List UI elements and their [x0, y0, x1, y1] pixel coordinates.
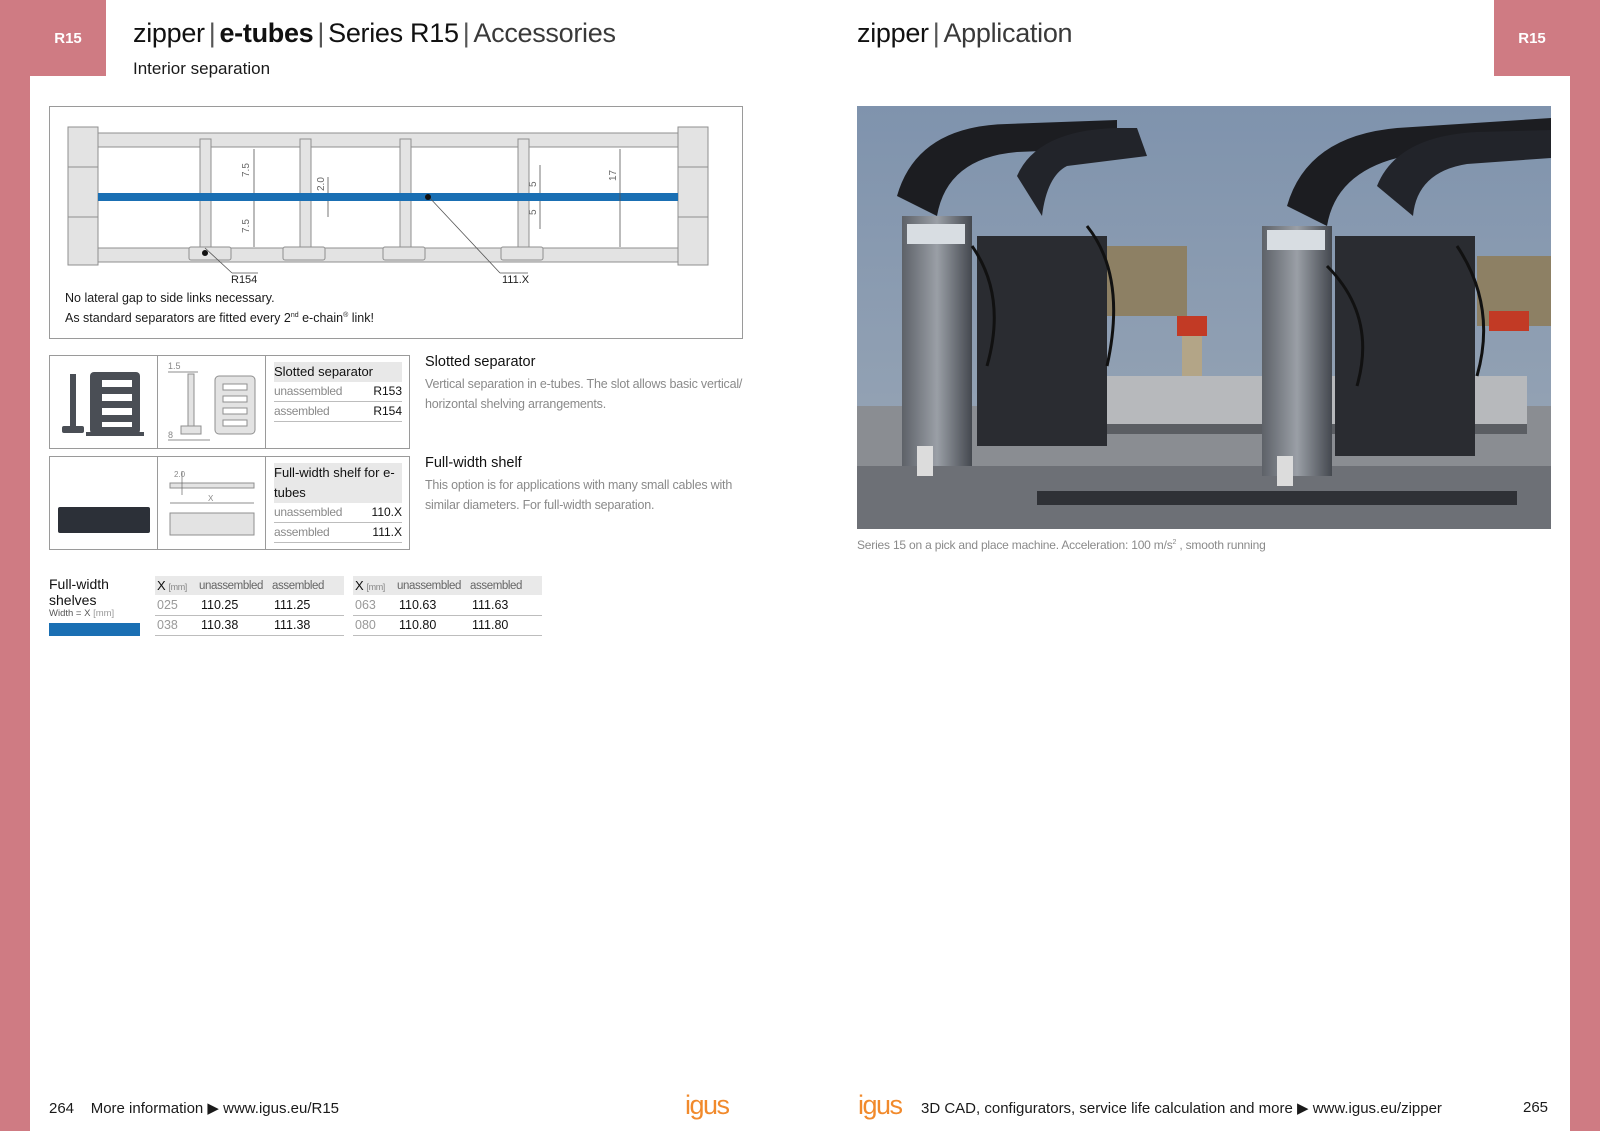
- igus-logo: igus: [685, 1090, 729, 1120]
- dim-label: 5: [528, 209, 539, 215]
- right-page-number: 265: [1523, 1099, 1549, 1116]
- full-width-shelves-label: Full-width shelves Width = X [mm]: [49, 576, 115, 619]
- desc-title-slotted: Slotted separator: [425, 354, 536, 370]
- product-photo: [50, 356, 158, 448]
- table-row: 025 110.25 111.25: [155, 595, 344, 615]
- product-drawing: [158, 457, 266, 549]
- left-footer-link[interactable]: More information ▶ www.igus.eu/R15: [90, 1100, 340, 1117]
- left-page-title: zipper | e-tubes | Series R15 | Accessories: [133, 18, 616, 48]
- left-page-number: 264: [49, 1100, 75, 1117]
- desc-text-shelf: This option is for applications with many small cables with similar diameters. For full-width separation.: [425, 478, 733, 512]
- cross-section-drawing: [50, 107, 744, 340]
- left-section-tab: R15: [30, 0, 106, 76]
- photo-caption: Series 15 on a pick and place machine. Acceleration: 100 $m/s^2$ , smooth running: [857, 538, 1266, 552]
- product-info: [266, 356, 410, 448]
- product-name: Slotted separator: [274, 362, 402, 382]
- dim-label: 17: [608, 169, 619, 181]
- left-footer: [49, 1099, 339, 1117]
- shelf-table-2: X [mm] unassembled assembled 063 110.63 111.63 080 110.80 111.80: [353, 576, 542, 636]
- svg-text:1.5: 1.5: [168, 361, 181, 371]
- svg-text:X: X: [208, 494, 214, 503]
- dim-label: 5: [528, 181, 539, 187]
- table-row: 080 110.80 111.80: [353, 615, 542, 635]
- product-photo: [50, 457, 158, 549]
- table-row: 038 110.38 111.38: [155, 615, 344, 635]
- svg-text:2.0: 2.0: [174, 470, 186, 479]
- diagram-note-2: As standard separators are fitted every 2nd e-chain® link!: [65, 311, 374, 325]
- pick-and-place-machine-image: [857, 106, 1551, 529]
- desc-title-shelf: Full-width shelf: [425, 455, 522, 471]
- full-width-shelf-drawing: [158, 457, 266, 549]
- slotted-separator-icon: [50, 356, 158, 448]
- part-row: assembled R154: [274, 402, 402, 422]
- page-subtitle: Interior separation: [133, 59, 271, 78]
- title-brand: zipper: [133, 18, 205, 48]
- full-width-shelf-icon: [50, 457, 158, 549]
- product-drawing: [158, 356, 266, 448]
- dim-label: 2.0: [316, 177, 327, 191]
- right-page-title: zipper | Application: [857, 18, 1073, 48]
- product-name: Full-width shelf for e-tubes: [274, 463, 402, 503]
- left-edge-bar: [0, 0, 30, 1131]
- part-label-r154: R154: [231, 274, 258, 286]
- shelf-color-swatch: [49, 623, 140, 636]
- table-row: 063 110.63 111.63: [353, 595, 542, 615]
- title-product: e-tubes: [219, 18, 314, 48]
- title-brand: zipper: [857, 18, 929, 48]
- dim-label: 7.5: [241, 219, 252, 233]
- igus-logo: igus: [858, 1090, 902, 1120]
- shelf-table-1: X [mm] unassembled assembled 025 110.25 111.25 038 110.38 111.38: [155, 576, 344, 636]
- right-footer-link[interactable]: 3D CAD, configurators, service life calculation and more ▶ www.igus.eu/zipper: [921, 1100, 1442, 1117]
- right-edge-bar: [1570, 0, 1600, 1131]
- part-row: assembled 111.X: [274, 523, 402, 543]
- part-row: unassembled 110.X: [274, 503, 402, 523]
- diagram-note-1: No lateral gap to side links necessary.: [65, 291, 275, 305]
- product-full-width-shelf: [49, 456, 410, 550]
- dim-label: 7.5: [241, 163, 252, 177]
- part-label-111x: 111.X: [502, 274, 530, 286]
- title-section: Application: [943, 18, 1073, 48]
- product-info: [266, 457, 410, 549]
- product-slotted-separator: [49, 355, 410, 449]
- separation-diagram: [49, 106, 743, 339]
- application-photo: [857, 106, 1551, 529]
- full-width-shelf-mark: [98, 193, 678, 201]
- title-series: Series R15: [328, 18, 459, 48]
- title-section: Accessories: [473, 18, 616, 48]
- right-section-tab: R15: [1494, 0, 1570, 76]
- part-row: unassembled R153: [274, 382, 402, 402]
- desc-text-slotted: Vertical separation in e-tubes. The slot allows basic vertical/ horizontal shelving arrangements.: [425, 377, 743, 411]
- slotted-separator-drawing: [158, 356, 266, 448]
- svg-text:8: 8: [168, 430, 174, 440]
- width-label: Width = X [mm]: [49, 608, 115, 619]
